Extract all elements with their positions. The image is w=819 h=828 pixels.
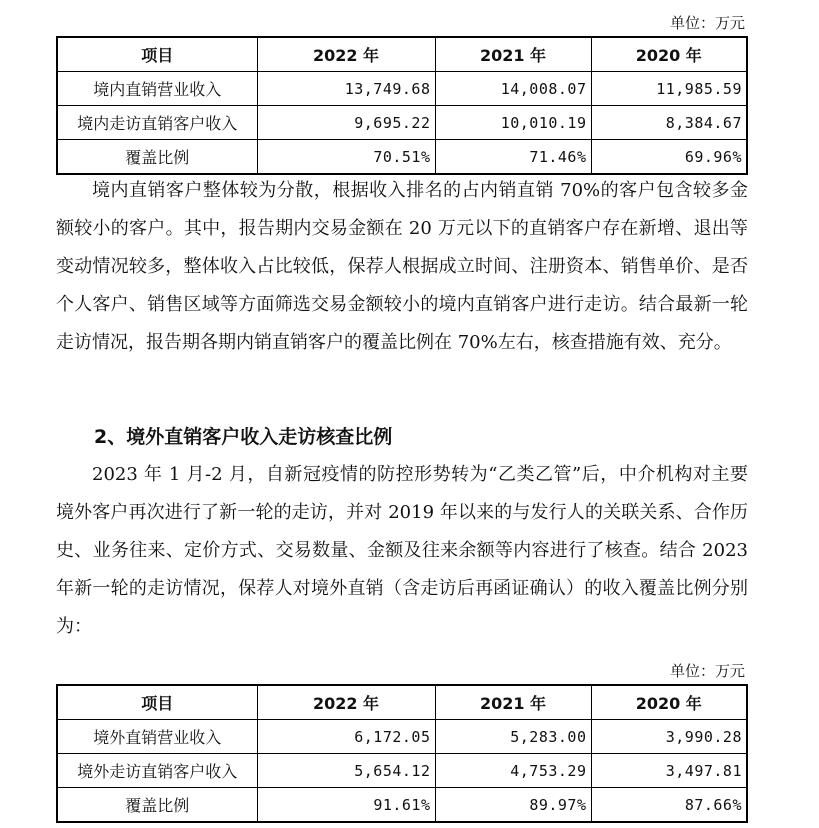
cell-2020: 8,384.67 bbox=[591, 106, 747, 140]
row-label: 境内走访直销客户收入 bbox=[57, 106, 257, 140]
header-2020: 2020 年 bbox=[591, 37, 747, 72]
section-heading: 2、境外直销客户收入走访核查比例 bbox=[94, 426, 393, 448]
cell-2022: 91.61% bbox=[257, 788, 435, 823]
header-2021: 2021 年 bbox=[435, 685, 591, 720]
paragraph-overseas-explanation: 2023 年 1 月-2 月，自新冠疫情的防控形势转为“乙类乙管”后，中介机构对主要境外客户再次进行了新一轮的走访，并对 2019 年以来的与发行人的关联关系、合作历史、业务往来、定价方式、交易数量、金额及往来余额等内容进行了核查。结合 2023 年新一轮的走访情况，保荐人对境外直销（含走访后再函证确认）的收入覆盖比例分别为： bbox=[56, 464, 748, 637]
cell-2022: 70.51% bbox=[257, 140, 435, 175]
header-2022: 2022 年 bbox=[257, 685, 435, 720]
table-header-row bbox=[57, 37, 747, 72]
row-label: 覆盖比例 bbox=[57, 140, 257, 175]
table-row bbox=[57, 754, 747, 788]
header-item: 项目 bbox=[57, 37, 257, 72]
cell-2020: 69.96% bbox=[591, 140, 747, 175]
domestic-revenue-table bbox=[56, 36, 748, 175]
cell-2021: 10,010.19 bbox=[435, 106, 591, 140]
table1-unit-label: 单位：万元 bbox=[669, 14, 745, 32]
cell-2021: 5,283.00 bbox=[435, 720, 591, 754]
header-2020: 2020 年 bbox=[591, 685, 747, 720]
cell-2020: 87.66% bbox=[591, 788, 747, 823]
row-label: 境内直销营业收入 bbox=[57, 72, 257, 106]
table-row bbox=[57, 72, 747, 106]
row-label: 覆盖比例 bbox=[57, 788, 257, 823]
table-row bbox=[57, 140, 747, 175]
table-row bbox=[57, 788, 747, 823]
cell-2022: 6,172.05 bbox=[257, 720, 435, 754]
cell-2022: 13,749.68 bbox=[257, 72, 435, 106]
cell-2021: 14,008.07 bbox=[435, 72, 591, 106]
table-header-row bbox=[57, 685, 747, 720]
row-label: 境外走访直销客户收入 bbox=[57, 754, 257, 788]
header-2021: 2021 年 bbox=[435, 37, 591, 72]
paragraph-domestic-explanation: 境内直销客户整体较为分散，根据收入排名的占内销直销 70%的客户包含较多金额较小的客户。其中，报告期内交易金额在 20 万元以下的直销客户存在新增、退出等变动情况较多，整体收入占比较低，保荐人根据成立时间、注册资本、销售单价、是否个人客户、销售区域等方面筛选交易金额较小的境内直销客户进行走访。结合最新一轮走访情况，报告期各期内销直销客户的覆盖比例在 70%左右，核查措施有效、充分。 bbox=[56, 180, 748, 353]
cell-2020: 11,985.59 bbox=[591, 72, 747, 106]
header-2022: 2022 年 bbox=[257, 37, 435, 72]
cell-2022: 9,695.22 bbox=[257, 106, 435, 140]
table-row bbox=[57, 720, 747, 754]
row-label: 境外直销营业收入 bbox=[57, 720, 257, 754]
cell-2021: 89.97% bbox=[435, 788, 591, 823]
cell-2021: 71.46% bbox=[435, 140, 591, 175]
cell-2020: 3,497.81 bbox=[591, 754, 747, 788]
cell-2022: 5,654.12 bbox=[257, 754, 435, 788]
cell-2020: 3,990.28 bbox=[591, 720, 747, 754]
overseas-revenue-table bbox=[56, 684, 748, 823]
cell-2021: 4,753.29 bbox=[435, 754, 591, 788]
table2-unit-label: 单位：万元 bbox=[669, 662, 745, 680]
table-row bbox=[57, 106, 747, 140]
header-item: 项目 bbox=[57, 685, 257, 720]
